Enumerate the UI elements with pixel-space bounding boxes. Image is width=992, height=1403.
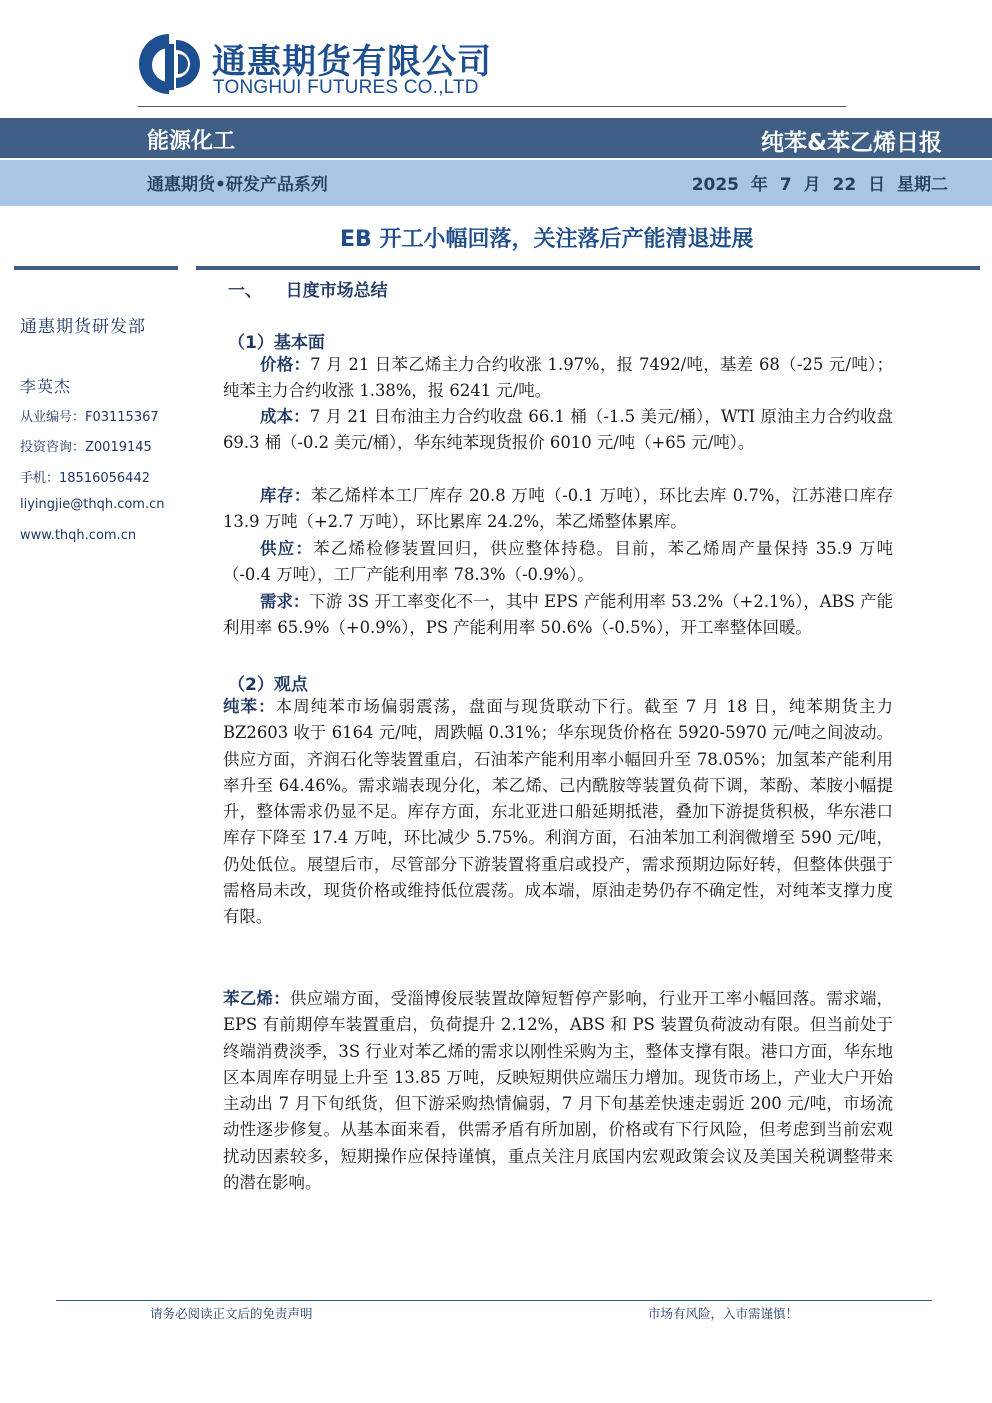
sector-label: 能源化工 [147, 129, 236, 154]
analyst-advisory-id: 投资咨询：Z0019145 [20, 440, 152, 455]
content-divider [196, 266, 980, 270]
benzene-text: 本周纯苯市场偏弱震荡，盘面与现货联动下行。截至 7 月 18 日，纯苯期货主力 BZ2603 收于 6164 元/吨，周跌幅 0.31%；华东现货价格在 5920-5970 元/吨之间波动。供应方面，齐润石化等装置重启，石油苯产能利用率小幅回升至 78.05%；加氢苯产能利用率升至 64.46%。需求端表现分化，苯乙烯、己内酰胺等装置负荷下调，苯酚、苯胺小幅提升，整体需求仍显不足。库存方面，东北亚进口船延期抵港，叠加下游提货积极，华东港口库存下降至 17.4 万吨，环比减少 5.75%。利润方面，石油苯加工利润微增至 590 元/吨，仍处低位。展望后市，尽管部分下游装置将重启或投产，需求预期边际好转，但整体供强于需格局未改，现货价格或维持低位震荡。成本端，原油走势仍存不确定性，对纯苯支撑力度有限。 [223, 697, 894, 927]
company-name-en: TONGHUI FUTURES CO.,LTD [213, 77, 479, 98]
analyst-name: 李英杰 [20, 377, 72, 396]
styrene-paragraph [223, 986, 893, 1196]
demand-text: 下游 3S 开工率变化不一，其中 EPS 产能利用率 53.2%（+2.1%），ABS 产能利用率 65.9%（+0.9%），PS 产能利用率 50.6%（-0.5%），开工率整体回暖。 [223, 592, 894, 638]
inventory-text: 苯乙烯样本工厂库存 20.8 万吨（-0.1 万吨），环比去库 0.7%，江苏港口库存 13.9 万吨（+2.7 万吨），环比累库 24.2%，苯乙烯整体累库。 [223, 486, 893, 532]
benzene-label: 纯苯： [223, 697, 276, 716]
section-title: 一、 日度市场总结 [228, 281, 388, 301]
benzene-paragraph [223, 694, 893, 931]
research-dept: 通惠期货研发部 [20, 317, 146, 337]
company-name-cn: 通惠期货有限公司 [212, 42, 492, 82]
footer-divider [56, 1300, 932, 1301]
supply-paragraph [223, 536, 893, 589]
series-label: 通惠期货•研发产品系列 [147, 175, 328, 195]
report-name: 纯苯&苯乙烯日报 [760, 130, 942, 156]
supply-label: 供应： [260, 539, 314, 558]
company-website[interactable]: www.thqh.com.cn [20, 528, 137, 543]
report-headline: EB 开工小幅回落，关注落后产能清退进展 [340, 227, 754, 252]
cost-label: 成本： [260, 407, 310, 426]
cost-paragraph [223, 404, 893, 457]
risk-warning: 市场有风险，入市需谨慎！ [648, 1306, 799, 1321]
disclaimer-note: 请务必阅读正文后的免责声明 [150, 1306, 313, 1321]
analyst-license: 从业编号：F03115367 [20, 410, 159, 425]
report-date: 2025 年 7 月 22 日 星期二 [691, 175, 948, 195]
styrene-label: 苯乙烯： [223, 989, 291, 1008]
price-paragraph [223, 352, 893, 405]
cost-text: 7 月 21 日布油主力合约收盘 66.1 桶（-1.5 美元/桶），WTI 原油主力合约收盘 69.3 桶（-0.2 美元/桶），华东纯苯现货报价 6010 元/吨（+65 元/吨）。 [223, 407, 894, 453]
views-heading: （2）观点 [228, 675, 308, 695]
sidebar-divider [14, 266, 178, 270]
supply-text: 苯乙烯检修装置回归，供应整体持稳。目前，苯乙烯周产量保持 35.9 万吨（-0.4 万吨），工厂产能利用率 78.3%（-0.9%）。 [223, 539, 894, 585]
header-divider [138, 106, 846, 107]
inventory-paragraph [223, 483, 893, 536]
demand-paragraph [223, 589, 893, 642]
styrene-text: 供应端方面，受淄博俊辰装置故障短暂停产影响，行业开工率小幅回落。需求端，EPS 有前期停车装置重启，负荷提升 2.12%，ABS 和 PS 装置负荷波动有限。但当前处于终端消费淡季，3S 行业对苯乙烯的需求以刚性采购为主，整体支撑有限。港口方面，华东地区本周库存明显上升至 13.85 万吨，反映短期供应端压力增加。现货市场上，产业大户开始主动出 7 月下旬纸货，但下游采购热情偏弱，7 月下旬基差快速走弱近 200 元/吨，市场流动性逐步修复。从基本面来看，供需矛盾有所加剧，价格或有下行风险，但考虑到当前宏观扰动因素较多，短期操作应保持谨慎，重点关注月底国内宏观政策会议及美国关税调整带来的潜在影响。 [223, 989, 894, 1193]
tonghui-logo-icon [138, 30, 200, 98]
demand-label: 需求： [260, 592, 310, 611]
analyst-phone: 手机：18516056442 [20, 471, 150, 486]
analyst-email[interactable]: liyingjie@thqh.com.cn [20, 497, 165, 512]
inventory-label: 库存： [260, 486, 311, 505]
price-text: 7 月 21 日苯乙烯主力合约收涨 1.97%，报 7492/吨，基差 68（-25 元/吨）；纯苯主力合约收涨 1.38%，报 6241 元/吨。 [223, 355, 893, 401]
fundamentals-heading: （1）基本面 [228, 333, 325, 353]
price-label: 价格： [260, 355, 311, 374]
